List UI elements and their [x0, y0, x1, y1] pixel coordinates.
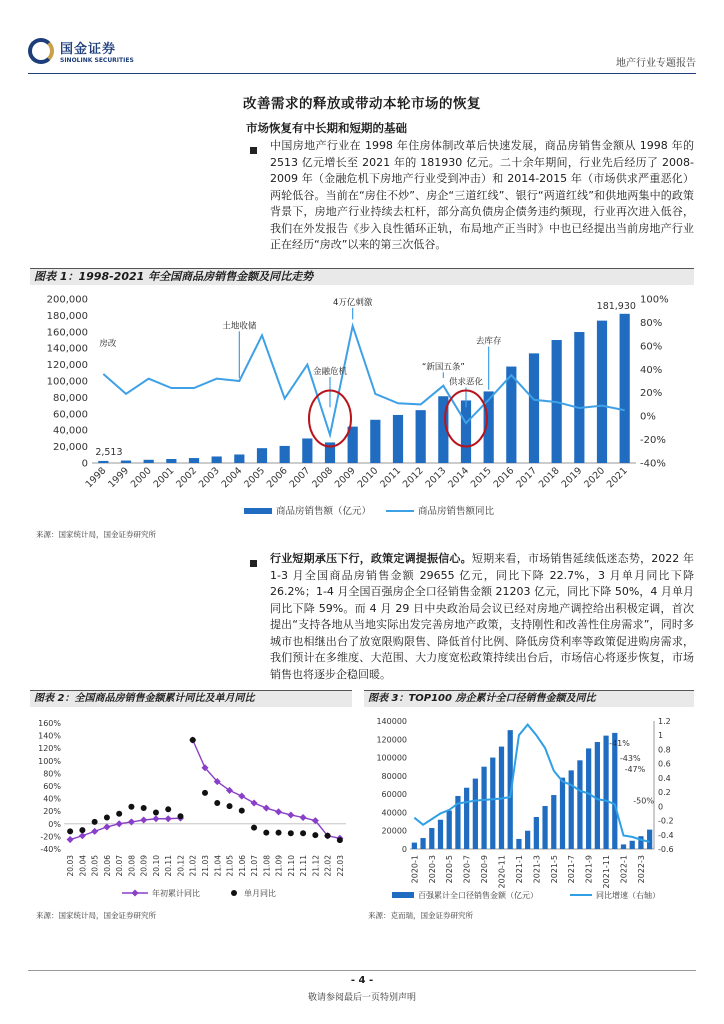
x-tick-label: 20.04	[78, 855, 88, 877]
y-tick-label: 140,000	[46, 343, 88, 355]
bar	[429, 828, 434, 849]
bar	[577, 760, 582, 849]
monthly-point	[239, 808, 245, 814]
y2-tick-label: 0.6	[658, 759, 671, 769]
x-tick-label: 2005	[242, 465, 268, 491]
x-tick-label: 1998	[83, 465, 109, 491]
y2-tick-label: 60%	[640, 341, 663, 353]
y-tick-label: 160%	[38, 719, 61, 728]
x-tick-label: 1999	[106, 465, 132, 491]
bullet-icon	[250, 147, 257, 154]
y-tick-label: 180,000	[46, 310, 88, 322]
bar	[280, 446, 290, 463]
x-tick-label: 21.05	[225, 855, 235, 877]
bar	[586, 748, 591, 849]
monthly-point	[214, 800, 220, 806]
x-tick-label: 21.06	[237, 855, 247, 877]
y2-tick-label: 1.2	[658, 717, 671, 726]
y2-tick-label: -0.6	[658, 845, 674, 854]
bar	[438, 820, 443, 849]
data-label: 2,513	[95, 446, 123, 458]
figure-2-title: 图表 2：全国商品房销售金额累计同比及单月同比	[30, 690, 352, 707]
y-tick-label: 60000	[381, 790, 407, 800]
x-tick-label: 21.08	[262, 855, 272, 877]
legend-label: 年初累计同比	[152, 889, 200, 898]
y2-tick-label: 20%	[640, 388, 663, 400]
logo-text-cn: 国金证券	[60, 42, 117, 57]
x-tick-label: 21.10	[286, 855, 296, 877]
x-tick-label: 21.03	[201, 855, 210, 877]
bar	[630, 841, 635, 849]
x-tick-label: 2020-1	[410, 855, 420, 884]
y-tick-label: 80,000	[53, 392, 88, 404]
x-tick-label: 2003	[196, 465, 222, 491]
bar	[189, 458, 199, 463]
cumulative-point	[91, 828, 98, 835]
bar	[144, 460, 154, 463]
bar	[473, 779, 478, 849]
bar	[212, 456, 222, 463]
x-tick-label: 2012	[400, 465, 426, 491]
cumulative-point	[128, 818, 135, 825]
logo-text-en: SINOLINK SECURITIES	[60, 57, 134, 64]
bar	[542, 806, 547, 849]
legend-label: 同比增速（右轴）	[596, 891, 660, 900]
monthly-point	[288, 830, 294, 836]
bar	[647, 830, 652, 849]
x-tick-label: 20.11	[164, 855, 174, 877]
data-label: 181,930	[596, 300, 636, 312]
x-tick-label: 2017	[514, 465, 540, 491]
y-tick-label: 160,000	[46, 327, 88, 339]
logo-icon	[28, 38, 54, 64]
figure-1-chart	[30, 287, 694, 525]
section-title: 改善需求的释放或带动本轮市场的恢复	[243, 96, 481, 112]
bar	[516, 839, 521, 849]
monthly-point	[141, 805, 147, 811]
legend-label: 商品房销售额（亿元）	[276, 506, 372, 517]
bar	[620, 314, 630, 463]
cumulative-point	[67, 836, 74, 843]
y-tick-label: -40%	[40, 845, 61, 854]
monthly-point	[263, 830, 269, 836]
legend-label: 百强累计全口径销售金额（亿元）	[418, 891, 538, 900]
legend-marker	[231, 890, 237, 896]
x-tick-label: 21.04	[213, 855, 223, 877]
y2-tick-label: -0.4	[658, 830, 674, 840]
x-tick-label: 20.03	[66, 855, 76, 877]
y-tick-label: 100%	[38, 756, 61, 766]
monthly-point	[325, 833, 331, 839]
paragraph-2	[270, 551, 694, 683]
x-tick-label: 2006	[264, 465, 290, 491]
y-tick-label: 100000	[376, 753, 407, 763]
x-tick-label: 2008	[310, 465, 336, 491]
y-tick-label: 40%	[43, 794, 61, 804]
bar	[461, 400, 471, 463]
bar	[534, 817, 539, 849]
x-tick-label: 2009	[332, 465, 358, 491]
y-tick-label: 0	[81, 458, 88, 470]
y2-tick-label: 1	[658, 731, 664, 741]
cumulative-point	[251, 799, 258, 806]
bar	[490, 758, 495, 849]
x-tick-label: 21.09	[274, 855, 284, 877]
x-tick-label: 2021-9	[584, 855, 594, 884]
x-tick-label: 2010	[355, 465, 381, 491]
figure-2-chart	[30, 709, 352, 905]
annotation: “新国五条”	[421, 362, 465, 373]
x-tick-label: 2001	[151, 465, 177, 491]
x-tick-label: 2020-5	[445, 855, 455, 884]
x-tick-label: 20.05	[90, 855, 100, 877]
legend-bar-swatch	[244, 508, 272, 514]
monthly-point	[300, 830, 306, 836]
monthly-point	[128, 804, 134, 810]
x-tick-label: 20.07	[115, 855, 125, 877]
cumulative-point	[287, 811, 294, 818]
y-tick-label: 100,000	[46, 376, 88, 388]
data-label: -50%	[633, 796, 654, 806]
y-tick-label: 20,000	[53, 442, 88, 454]
figure-3-source: 来源：克而瑞，国金证券研究所	[368, 911, 473, 920]
x-tick-label: 21.11	[299, 855, 309, 877]
x-tick-label: 2021-5	[549, 855, 559, 884]
monthly-point	[276, 830, 282, 836]
bar	[257, 448, 267, 463]
bar	[560, 778, 565, 849]
y2-tick-label: 80%	[640, 317, 663, 329]
subsection-title: 市场恢复有中长期和短期的基础	[246, 121, 407, 135]
y2-tick-label: -0.2	[658, 816, 674, 826]
y-tick-label: 20000	[381, 826, 407, 836]
x-tick-label: 2022-3	[636, 855, 646, 884]
y-tick-label: 80000	[381, 771, 407, 781]
bar	[595, 742, 600, 849]
bar	[234, 454, 244, 463]
x-tick-label: 2020-9	[480, 855, 490, 884]
cumulative-point	[103, 823, 110, 830]
x-tick-label: 2021	[604, 465, 630, 491]
y-tick-label: 120%	[38, 744, 61, 754]
cumulative-point	[140, 816, 147, 823]
legend-marker	[131, 889, 138, 896]
x-tick-label: 2021-11	[602, 855, 612, 889]
bar	[574, 332, 584, 463]
x-tick-label: 2002	[174, 465, 200, 491]
bar	[412, 843, 417, 849]
x-tick-label: 2021-7	[567, 855, 577, 884]
y2-tick-label: 0.8	[658, 745, 671, 755]
bar	[569, 770, 574, 849]
bar	[166, 459, 176, 463]
bar	[529, 353, 539, 463]
y2-tick-label: 0%	[640, 411, 656, 423]
bar	[447, 811, 452, 849]
monthly-point	[251, 825, 257, 831]
bar	[464, 788, 469, 849]
bar	[597, 321, 607, 463]
monthly-point	[153, 809, 159, 815]
x-tick-label: 21.07	[250, 855, 260, 877]
paragraph-1: 中国房地产行业在 1998 年住房体制改革后快速发展，商品房销售金额从 1998 年的 2513 亿元增长至 2021 年的 181930 亿元。二十余年期间，行业先后经历了 2008-2009 年（金融危机下房地产行业受到冲击）和 2014-2015 年（市场供求严重恶化）两轮低谷。当前在“房住不炒”、房企“三道红线”、银行“两道红线”和供地两集中的政策背景下，房地产行业持续去杠杆，部分高负债房企债务违约频现，行业再次进入低谷，我们在外发报告《步入良性循环正轨，布局地产正当时》中也已经提出当前房地产行业正在经历“房改”以来的第三次低谷。	[270, 139, 694, 251]
x-tick-label: 2011	[378, 465, 404, 491]
x-tick-label: 2000	[128, 465, 154, 491]
x-tick-label: 2013	[423, 465, 449, 491]
x-tick-label: 21.12	[311, 855, 321, 877]
footer-divider	[28, 970, 696, 971]
figure-3-title: 图表 3：TOP100 房企累计全口径销售金额及同比	[364, 690, 694, 707]
company-logo	[28, 38, 134, 64]
y2-tick-label: 0.2	[658, 788, 671, 798]
x-tick-label: 22.02	[323, 855, 333, 877]
y2-tick-label: 0.4	[658, 773, 671, 783]
legend-label: 单月同比	[244, 889, 276, 898]
monthly-point	[190, 737, 196, 743]
x-tick-label: 2004	[219, 465, 245, 491]
cumulative-point	[116, 820, 123, 827]
x-tick-label: 22.03	[335, 855, 345, 877]
monthly-point	[227, 803, 233, 809]
x-tick-label: 2014	[446, 465, 472, 491]
figure-1-title: 图表 1：1998-2021 年全国商品房销售金额及同比走势	[30, 268, 694, 285]
x-tick-label: 2016	[491, 465, 517, 491]
y-tick-label: 60,000	[53, 409, 88, 421]
page-number: - 4 -	[350, 975, 374, 986]
x-tick-label: 2007	[287, 465, 313, 491]
x-tick-label: 20.10	[151, 855, 161, 877]
y-tick-label: 200,000	[46, 294, 88, 306]
cumulative-point	[165, 815, 172, 822]
x-tick-label: 21.02	[188, 855, 198, 877]
y2-tick-label: -40%	[640, 458, 666, 470]
y-tick-label: 40000	[381, 808, 407, 818]
y-tick-label: 120,000	[46, 360, 88, 372]
y2-tick-label: 100%	[640, 294, 669, 306]
bar	[506, 367, 516, 463]
cumulative-point	[300, 814, 307, 821]
bar	[98, 461, 108, 463]
cumulative-line	[70, 818, 180, 839]
paragraph-2-lead: 行业短期承压下行，政策定调提振信心。	[270, 552, 472, 565]
figure-1-source: 来源：国家统计局，国金证券研究所	[36, 530, 156, 539]
x-tick-label: 2020-11	[497, 855, 507, 889]
monthly-point	[92, 819, 98, 825]
x-tick-label: 2015	[468, 465, 494, 491]
x-tick-label: 2022-1	[619, 855, 629, 884]
x-tick-label: 2020	[582, 465, 608, 491]
bar	[481, 767, 486, 849]
bar	[302, 438, 312, 463]
monthly-point	[104, 815, 110, 821]
bar	[612, 733, 617, 849]
legend-bar-swatch	[392, 892, 414, 898]
figure-2-source: 来源：国家统计局，国金证券研究所	[36, 911, 156, 920]
y2-tick-label: -20%	[640, 435, 666, 447]
data-label: -43%	[619, 753, 641, 763]
x-tick-label: 2020-7	[462, 855, 472, 884]
y2-tick-label: 40%	[640, 364, 663, 376]
bar	[370, 420, 380, 463]
bullet-icon	[250, 560, 257, 567]
figure-3-chart	[364, 709, 694, 905]
y-tick-label: 40,000	[53, 425, 88, 437]
x-tick-label: 2019	[559, 465, 585, 491]
legend-label: 商品房销售额同比	[418, 506, 495, 517]
x-tick-label: 2018	[536, 465, 562, 491]
monthly-point	[79, 827, 85, 833]
cumulative-point	[152, 815, 159, 822]
cumulative-point	[79, 832, 86, 839]
monthly-point	[67, 828, 73, 834]
y-tick-label: 20%	[43, 807, 61, 817]
y-tick-label: 120000	[376, 735, 407, 745]
monthly-point	[337, 837, 343, 843]
y-tick-label: 60%	[43, 782, 61, 791]
monthly-point	[202, 790, 208, 796]
y-tick-label: 140%	[38, 731, 61, 741]
bar	[393, 415, 403, 463]
x-tick-label: 20.08	[127, 855, 137, 877]
bar	[525, 831, 530, 849]
monthly-point	[312, 832, 318, 838]
footer-disclaimer: 敬请参阅最后一页特别声明	[307, 993, 416, 1003]
annotation: 去库存	[475, 336, 502, 347]
paragraph-2-body: 短期来看，市场销售延续低迷态势，2022 年 1-3 月全国商品房销售金额 29655 亿元，同比下降 22.7%，3 月单月同比下降 26.2%；1-4 月全国百强房企全口径销售金额 21203 亿元，同比下降 50%，4 月单月同比下降 59%。而 4 月 29 日中央政治局会议已经对房地产调控给出积极定调，首次提出“支持各地从当地实际出发完善房地产政策，支持刚性和改善性住房需求”，同时多城市也相继出台了放宽限购限售、降低首付比例、降低房贷利率等政策促进购房需求，我们预计在多维度、大范围、大力度宽松政策持续出台后，市场信心将逐步恢复，市场销售也将逐步企稳回暖。	[270, 552, 694, 681]
bar	[121, 461, 131, 463]
y-tick-label: 80%	[43, 769, 61, 779]
bar	[416, 410, 426, 463]
bar	[551, 795, 556, 849]
annotation: 4万亿刺激	[332, 297, 373, 308]
annotation: 金融危机	[312, 366, 348, 377]
bar	[420, 838, 425, 849]
x-tick-label: 20.09	[139, 855, 149, 877]
y-tick-label: 0%	[48, 819, 61, 829]
cumulative-point	[275, 808, 282, 815]
annotation: 供求恶化	[448, 377, 484, 388]
y2-tick-label: 0	[658, 802, 664, 812]
data-label: -41%	[609, 738, 630, 748]
y-tick-label: 0	[401, 845, 407, 854]
data-label: -47%	[624, 765, 646, 775]
monthly-point	[116, 811, 122, 817]
bar	[603, 736, 608, 849]
y-tick-label: 140000	[376, 717, 407, 726]
yoy-line	[103, 326, 624, 435]
monthly-point	[177, 813, 183, 819]
x-tick-label: 20.12	[176, 855, 186, 877]
cumulative-point	[263, 805, 270, 812]
cumulative-point	[238, 793, 245, 800]
page-header	[28, 38, 696, 74]
annotation: 房改	[99, 338, 117, 349]
report-type: 地产行业专题报告	[616, 58, 696, 69]
x-tick-label: 20.06	[102, 855, 112, 877]
bar	[621, 844, 626, 849]
monthly-point	[165, 806, 171, 812]
x-tick-label: 2020-3	[427, 855, 437, 884]
x-tick-label: 2021-3	[532, 855, 542, 884]
annotation: 土地收储	[222, 321, 257, 332]
x-tick-label: 2021-1	[514, 855, 524, 884]
y-tick-label: -20%	[40, 832, 61, 842]
